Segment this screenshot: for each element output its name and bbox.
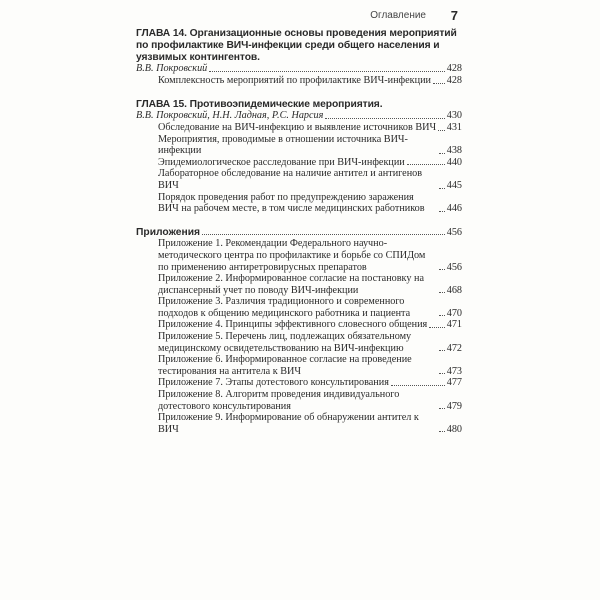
entry-text: Приложение 5. Перечень лиц, подлежащих обязательному медицинскому освидетельствованию на ВИЧ-инфекцию [158,331,412,354]
entry-text: Лабораторное обследование на наличие антител и антигенов ВИЧ [158,168,423,191]
page-ref: 428 [446,63,462,75]
toc-entry[interactable] [136,273,462,296]
running-title: Оглавление [370,10,426,21]
page-ref: 479 [446,400,462,412]
entry-text: Порядок проведения работ по предупреждению заражения ВИЧ на рабочем месте, в том числе медицинских работников [158,191,425,215]
page-ref: 438 [446,145,462,157]
entry-text: Приложение 2. Информированное согласие на постановку на диспансерный учет по поводу ВИЧ-инфекции [158,273,424,296]
dot-leader [439,211,445,212]
toc-entry[interactable] [136,238,462,273]
entry-text: Приложение 3. Различия традиционного и современного подходов к общению медицинского работника и пациента [158,296,411,319]
toc-entry[interactable] [136,192,462,215]
running-head [136,8,462,24]
page-number: 7 [450,8,458,23]
dot-leader [202,234,445,235]
page-ref: 480 [446,423,462,435]
toc-entry[interactable] [136,377,462,389]
toc-entry[interactable] [136,331,462,354]
appendix-heading[interactable] [136,227,462,239]
toc [136,28,462,435]
chapter-15-title: ГЛАВА 15. Противоэпидемические мероприятия. [136,98,383,110]
toc-entry[interactable] [136,134,462,157]
toc-entry[interactable] [136,168,462,191]
page-ref: 471 [446,319,462,331]
dot-leader [433,83,445,84]
toc-entry[interactable] [136,412,462,435]
page-ref: 470 [446,307,462,319]
author-line: В.В. Покровский [136,63,208,75]
dot-leader [439,188,445,189]
chapter-14-author[interactable] [136,63,462,75]
dot-leader [391,385,445,386]
toc-entry[interactable] [136,319,462,331]
dot-leader [325,118,444,119]
entry-text: Приложение 9. Информирование об обнаружении антител к ВИЧ [158,412,419,435]
chapter-14-title: ГЛАВА 14. Организационные основы проведения мероприятий по профилактике ВИЧ-инфекции среди общего населения и уязвимых контингентов. [136,28,457,63]
page-ref: 431 [446,121,462,133]
toc-entry[interactable] [136,354,462,377]
toc-entry[interactable] [136,157,462,169]
dot-leader [438,130,445,131]
entry-text: Приложение 6. Информированное согласие на проведение тестирования на антитела к ВИЧ [158,354,412,377]
entry-text: Приложение 7. Этапы дотестового консультирования [158,377,389,389]
dot-leader [439,292,445,293]
dot-leader [209,71,444,72]
page-ref: 430 [446,110,462,122]
toc-entry[interactable] [136,75,462,87]
dot-leader [439,408,445,409]
page-ref: 446 [446,203,462,215]
page-ref: 445 [446,179,462,191]
page-ref: 477 [446,377,462,389]
page-ref: 472 [446,342,462,354]
dot-leader [429,327,444,328]
entry-text: Обследование на ВИЧ-инфекцию и выявление источников ВИЧ [158,121,437,133]
page-ref: 456 [446,261,462,273]
entry-text: Мероприятия, проводимые в отношении источника ВИЧ-инфекции [158,133,408,157]
entry-text: Эпидемиологическое расследование при ВИЧ-инфекции [158,156,405,168]
entry-text: Приложение 4. Принципы эффективного словесного общения [158,319,428,331]
chapter-15-author[interactable] [136,110,462,122]
toc-entry[interactable] [136,122,462,134]
entry-text: Приложение 1. Рекомендации Федерального научно-методического центра по профилактике и борьбе со СПИДом по применению антиретровирусных препаратов [158,238,426,273]
dot-leader [439,350,445,351]
toc-entry[interactable] [136,296,462,319]
dot-leader [439,373,445,374]
entry-text: Приложение 8. Алгоритм проведения индивидуального дотестового консультирования [158,389,400,412]
page-ref: 428 [446,74,462,86]
page-ref: 473 [446,365,462,377]
dot-leader [439,431,445,432]
dot-leader [439,269,445,270]
page-ref: 468 [446,284,462,296]
dot-leader [439,315,445,316]
appendix-title: Приложения [136,226,201,238]
dot-leader [439,153,445,154]
dot-leader [407,164,445,165]
page-ref: 440 [446,156,462,168]
book-page [136,0,462,600]
author-line: В.В. Покровский, Н.Н. Ладная, Р.С. Нарсия [136,110,324,122]
toc-entry[interactable] [136,389,462,412]
page-ref: 456 [446,226,462,238]
entry-text: Комплексность мероприятий по профилактике ВИЧ-инфекции [158,74,431,86]
